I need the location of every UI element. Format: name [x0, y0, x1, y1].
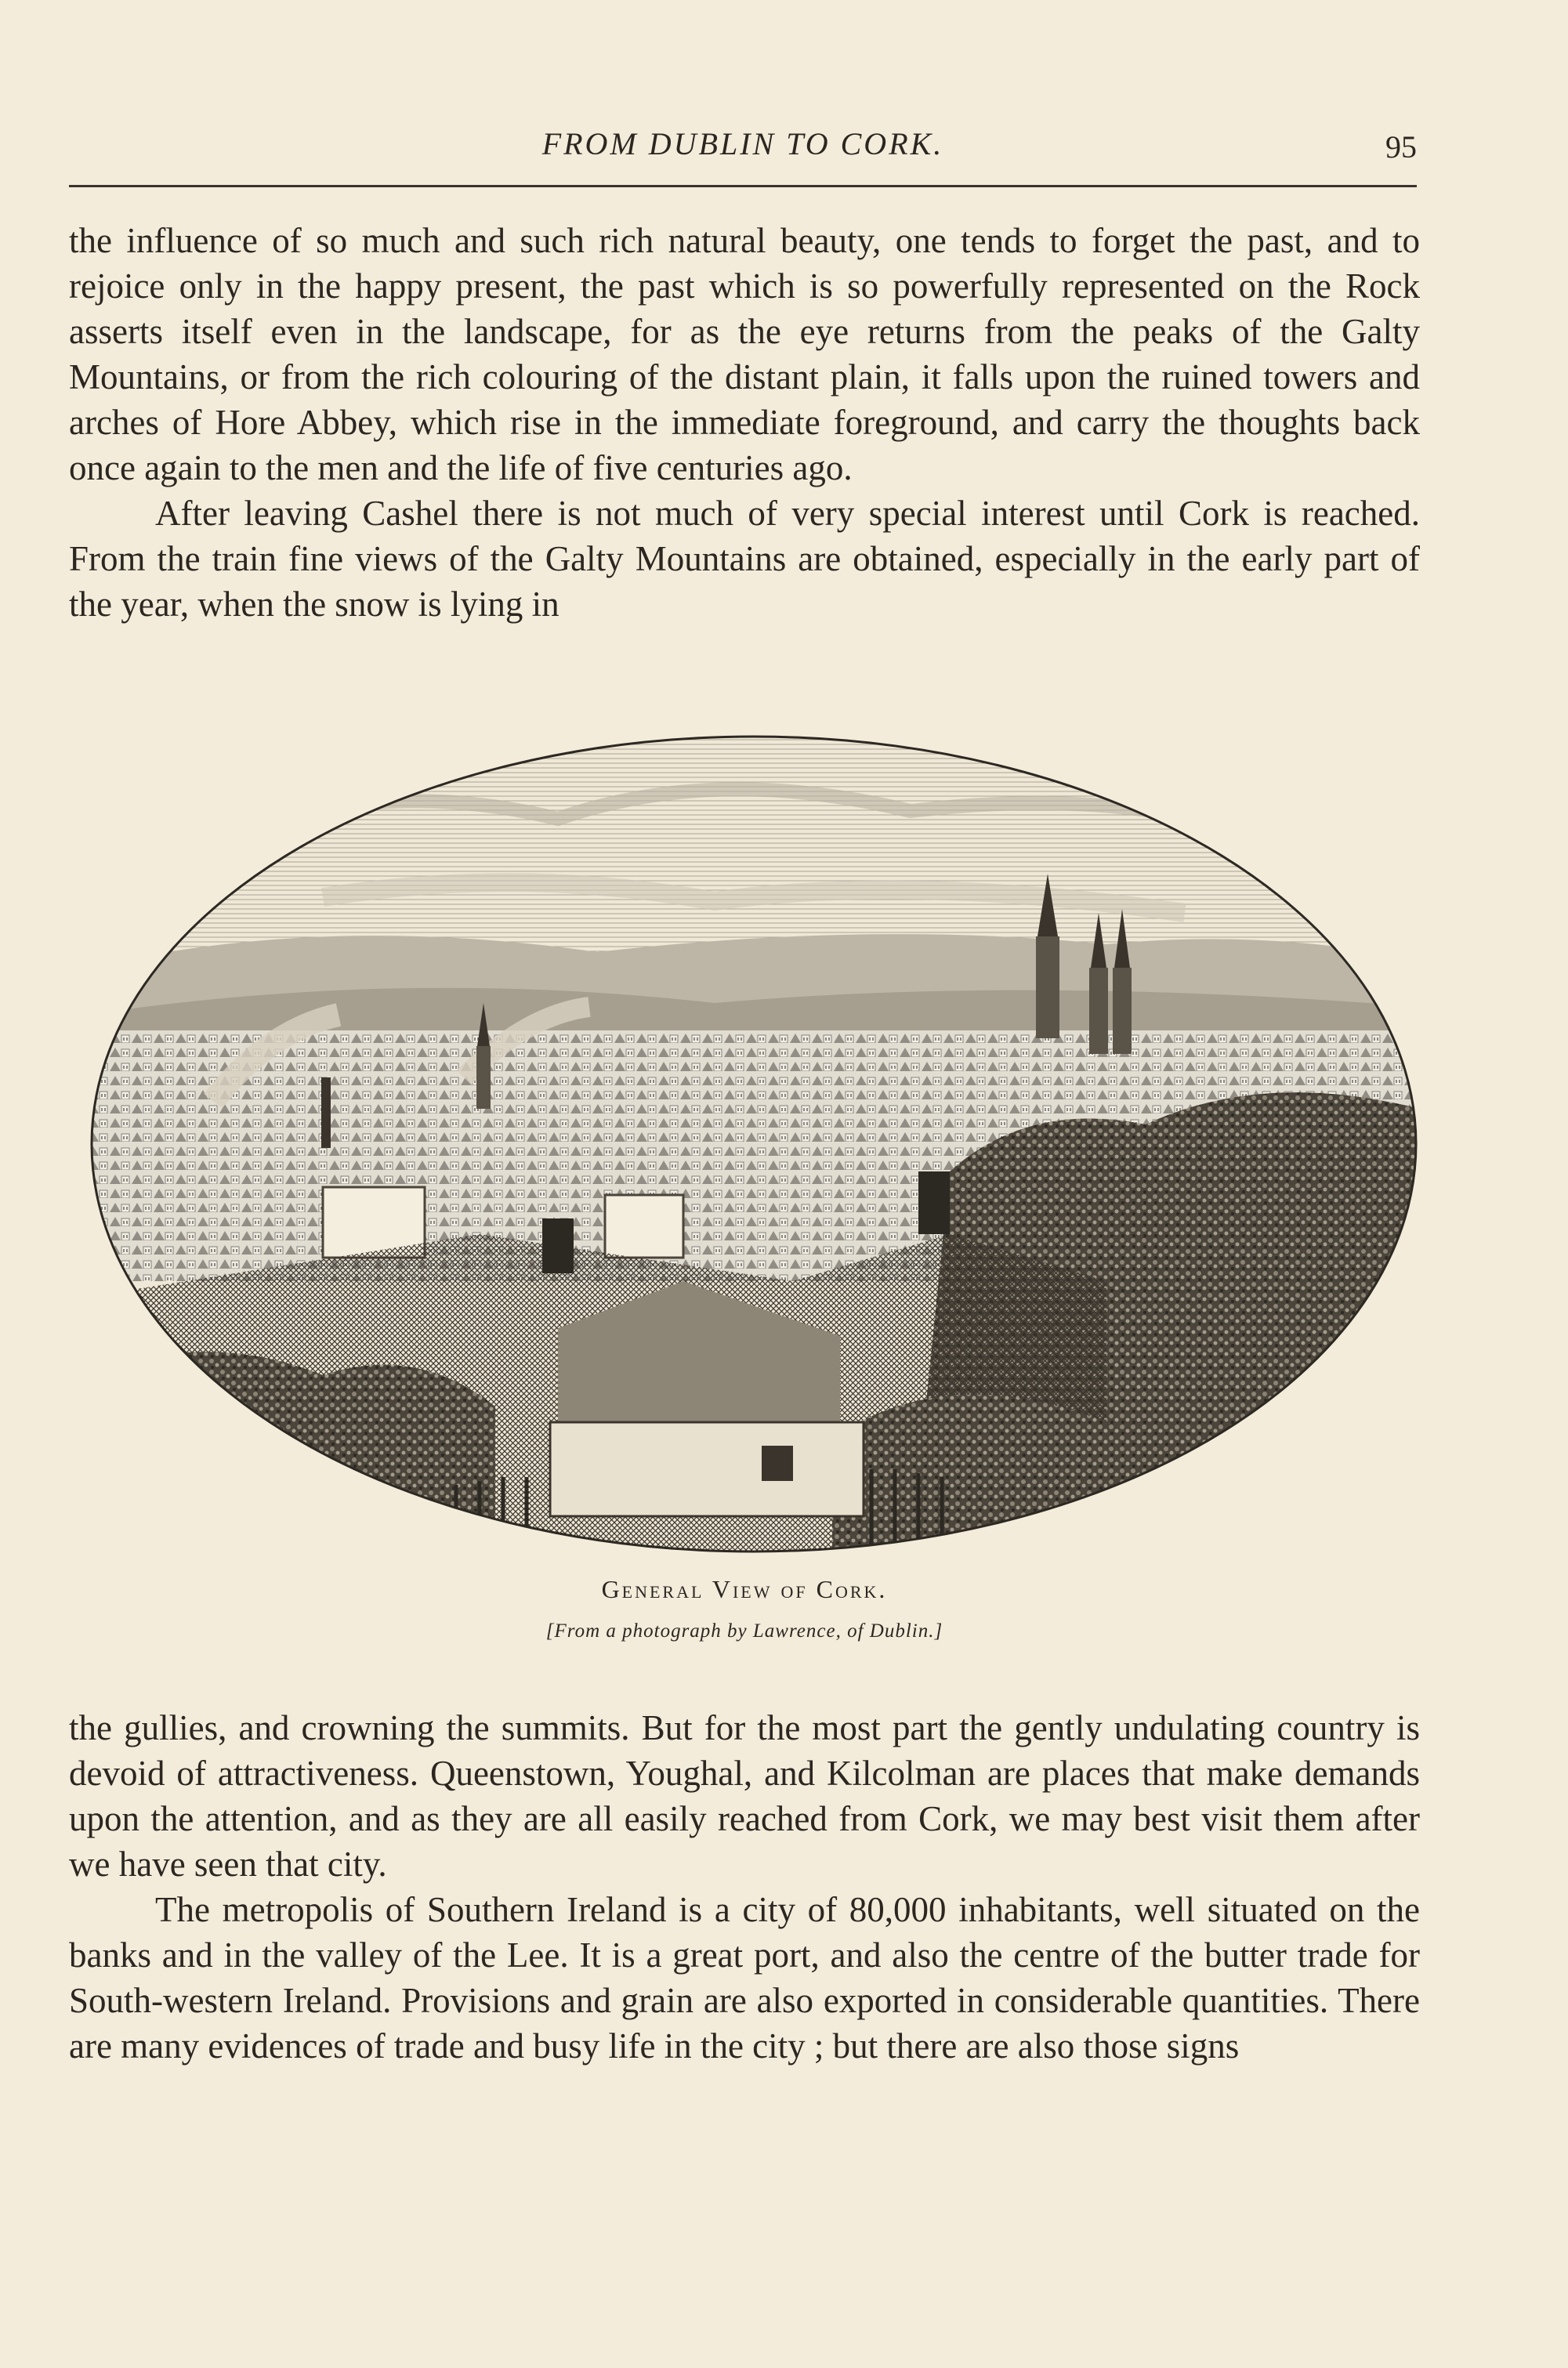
running-title: FROM DUBLIN TO CORK. — [541, 126, 944, 161]
figure-credit: [From a photograph by Lawrence, of Dublin.] — [545, 1620, 943, 1642]
text-block-top — [69, 218, 1420, 627]
header-rule — [69, 185, 1417, 187]
figure-caption: General View of Cork. — [601, 1575, 888, 1603]
paragraph: The metropolis of Southern Ireland is a city of 80,000 inhabitants, well situated on the banks and in the valley of the Lee. It is a great port, and also the centre of the butter trade for South-western Ireland. Provisions and grain are also exported in considerable quantities. There are many evidences of trade and busy life in the city ; but there are also those signs — [69, 1890, 1420, 2066]
page-number: 95 — [1385, 129, 1417, 165]
page-header — [69, 118, 1417, 180]
paragraph: the influence of so much and such rich natural beauty, one tends to forget the past, and to rejoice only in the happy present, the past which is so powerfully represented on the Rock asserts itself even in the landscape, for as the eye returns from the peaks of the Galty Mountains, or from the rich colouring of the distant plain, it falls upon the ruined towers and arches of Hore Abbey, which rise in the immediate foreground, and carry the thoughts back once again to the men and the life of five centuries ago. — [69, 221, 1420, 487]
paragraph: After leaving Cashel there is not much of very special interest until Cork is reached. From the train fine views of the Galty Mountains are obtained, especially in the early part of the year, when the snow is lying in — [69, 494, 1420, 624]
text-block-bottom — [69, 1705, 1420, 2069]
paragraph: the gullies, and crowning the summits. But for the most part the gently undulating country is devoid of attractiveness. Queenstown, Youghal, and Kilcolman are places that make demands upon the attention, and as they are all easily reached from Cork, we may best visit them after we have seen that city. — [69, 1708, 1420, 1884]
engraving-illustration — [88, 733, 1420, 1555]
